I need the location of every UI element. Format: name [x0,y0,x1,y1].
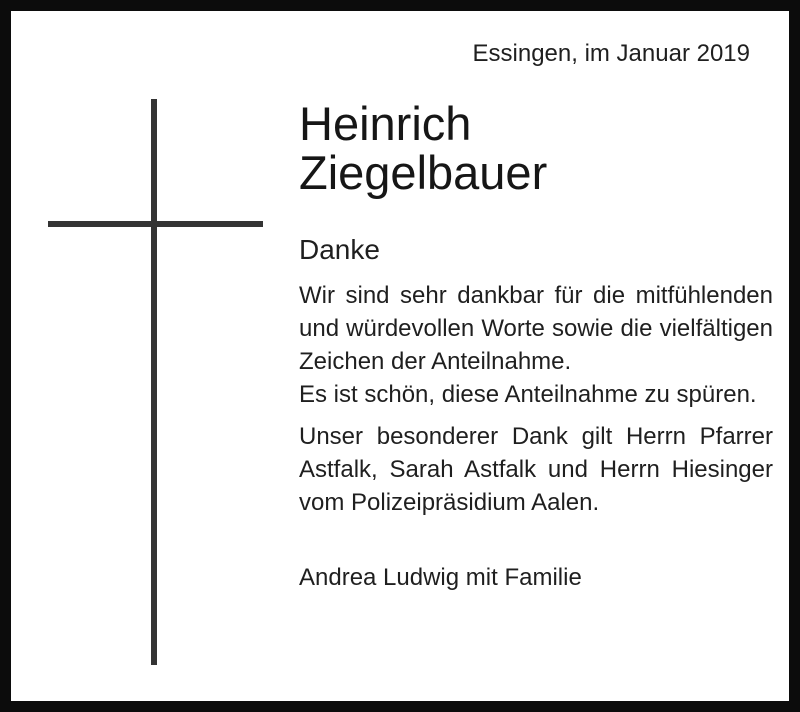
deceased-name [299,99,773,197]
thanks-paragraph-1: Wir sind sehr dankbar für die mitfühlenden und würdevollen Worte sowie die vielfältigen Zeichen der Anteilnahme. [299,282,773,375]
thanks-paragraph-2: Es ist schön, diese Anteilnahme zu spüren. [299,381,757,408]
cross-horizontal-bar [48,221,263,227]
thanks-heading: Danke [299,234,380,265]
cross-vertical-bar [151,99,157,665]
place-date: Essingen, im Januar 2019 [472,40,750,67]
thanks-paragraph-3: Unser besonderer Dank gilt Herrn Pfarrer Astfalk, Sarah Astfalk und Herrn Hiesinger vom Polizeipräsidium Aalen. [299,423,773,516]
deceased-first-name: Heinrich [299,97,472,150]
signature: Andrea Ludwig mit Familie [299,564,582,591]
notice-content [299,99,773,593]
deceased-last-name: Ziegelbauer [299,146,548,199]
